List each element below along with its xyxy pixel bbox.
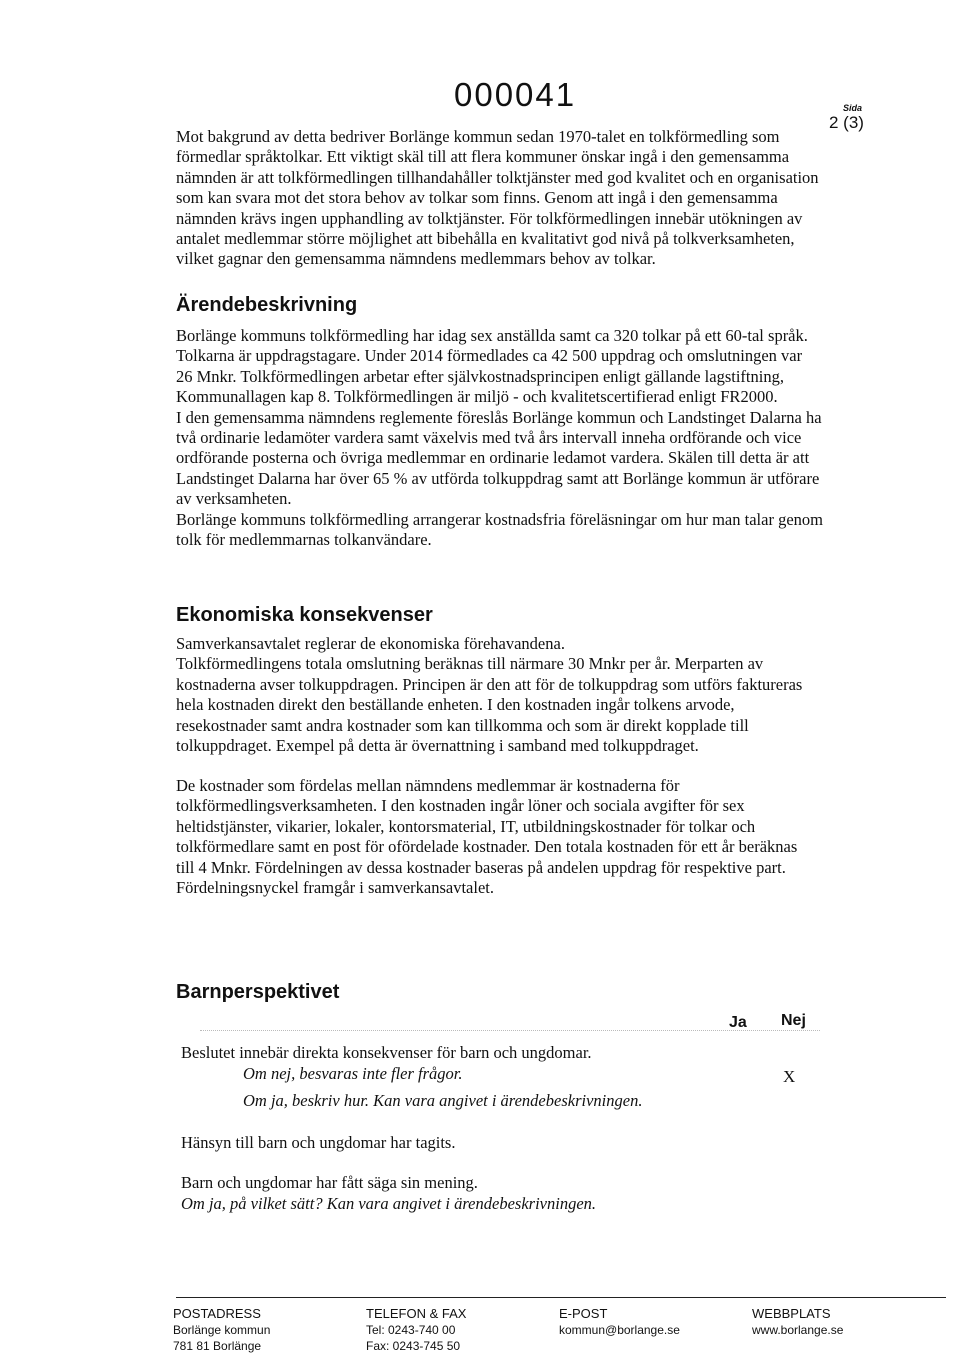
column-header-nej: Nej [781,1012,806,1029]
text-line: tolkförmedlingsverksamheten. I den kostnaden ingår löner och sociala avgifter för sex [176,796,745,816]
text-line: 26 Mnkr. Tolkförmedlingen arbetar efter självkostnadsprincipen enligt gällande lagstiftning, [176,366,784,386]
text-line: resekostnader samt andra kostnader som kan tillkomma och som är direkt kopplade till [176,715,749,735]
text-line: tolkuppdraget. Exempel på detta är övernattning i samband med tolkuppdraget. [176,736,699,756]
question-children-heard: Barn och ungdomar har fått säga sin mening. [181,1173,478,1192]
text-line: nämnden är att tolkförmedlingen tillhandahåller tolktjänster med god kvalitet och en organisation [176,167,819,187]
text-line: Fördelningsnyckel framgår i samverkansavtalet. [176,878,494,898]
text-line: vilket gagnar den gemensamma nämndens medlemmars behov av tolkar. [176,249,656,269]
document-number: 000041 [454,76,577,113]
instruction-if-yes: Om ja, beskriv hur. Kan vara angivet i ärendebeskrivningen. [243,1091,643,1110]
text-line: tolkförmedlare samt en post för ofördelade kostnader. Den totala kostnaden för ett år beräknas [176,837,798,857]
section-heading-barnperspektivet: Barnperspektivet [176,981,340,1003]
text-line: kostnaderna avser tolkuppdragen. Principen är den att för de tolkuppdrag som utförs faktureras [176,674,803,694]
text-line: I den gemensamma nämndens reglemente föreslås Borlänge kommun och Landstinget Dalarna ha [176,407,822,427]
footer-postal-address [173,1306,270,1354]
ekonomiska-paragraph-1 [176,634,876,756]
text-line: Mot bakgrund av detta bedriver Borlänge kommun sedan 1970-talet en tolkförmedling som [176,127,780,146]
text-line: Samverkansavtalet reglerar de ekonomiska förehavandena. [176,634,565,653]
page-number: 2 (3) [829,113,864,132]
text-line: heltidstjänster, vikarier, lokaler, kontorsmaterial, IT, utbildningskostnader för tolkar och [176,816,756,836]
text-line: Tolkarna är uppdragstagare. Under 2014 förmedlades ca 42 500 uppdrag och omslutningen var [176,346,803,366]
divider [200,1030,820,1031]
ekonomiska-paragraph-2 [176,776,876,898]
instruction-if-no: Om nej, besvaras inte fler frågor. [243,1064,463,1083]
footer-heading: POSTADRESS [173,1306,261,1321]
footer-heading: TELEFON & FAX [366,1306,467,1321]
page-label: Sida [843,103,863,113]
text-line: hela kostnaden direkt den beställande enheten. I den kostnaden ingår tolkens arvode, [176,695,735,715]
question-consideration: Hänsyn till barn och ungdomar har tagits. [181,1133,456,1152]
text-line: Landstinget Dalarna har över 65 % av utförda tolkuppdrag samt att Borlänge kommun är utförare [176,468,820,488]
text-line: antalet medlemmar större möjlighet att bibehålla en kvalitativt god nivå på tolkverksamheten, [176,229,795,249]
text-line: av verksamheten. [176,489,292,509]
text-line: Borlänge kommuns tolkförmedling har idag sex anställda samt ca 320 tolkar på ett 60-tal språk. [176,326,808,345]
footer-email-address: kommun@borlange.se [559,1323,680,1337]
intro-paragraph [176,127,876,270]
text-line: Borlänge kommuns tolkförmedling arrangerar kostnadsfria föreläsningar om hur man talar genom [176,509,823,529]
footer-email [559,1306,680,1338]
text-line: förmedlar språktolkar. Ett viktigt skäl till att flera kommuner önskar ingå i den gemensamma [176,147,790,167]
footer-heading: E-POST [559,1306,608,1321]
arendebeskrivning-paragraph [176,326,876,550]
footer-line: 781 81 Borlänge [173,1339,262,1353]
instruction-how: Om ja, på vilket sätt? Kan vara angivet i ärendebeskrivningen. [181,1194,597,1213]
footer-phone-fax [366,1306,466,1354]
text-line: två ordinarie ledamöter vardera samt växelvis med två års intervall inneha ordförande och vice [176,428,802,448]
footer-line: Tel: 0243-740 00 [366,1323,456,1337]
section-heading-arendebeskrivning: Ärendebeskrivning [176,294,358,316]
text-line: De kostnader som fördelas mellan nämndens medlemmar är kostnaderna för [176,776,680,795]
text-line: till 4 Mnkr. Fördelningen av dessa kostnader baseras på andelen uppdrag för respektive part. [176,857,786,877]
section-heading-ekonomiska-konsekvenser: Ekonomiska konsekvenser [176,604,433,626]
text-line: Tolkförmedlingens totala omslutning beräknas till närmare 30 Mnkr per år. Merparten av [176,654,764,674]
footer-divider [176,1297,946,1298]
footer-website [752,1306,843,1338]
question-direct-consequences: Beslutet innebär direkta konsekvenser för barn och ungdomar. [181,1043,592,1062]
footer-line: Borlänge kommun [173,1323,271,1337]
footer-heading: WEBBPLATS [752,1306,831,1321]
text-line: ordförande posterna och övriga medlemmar en ordinarie ledamot vardera. Skälen till detta är att [176,448,810,468]
column-header-ja: Ja [729,1014,747,1031]
text-line: Kommunallagen kap 8. Tolkförmedlingen är miljö - och kvalitetscertifierad enligt FR2000. [176,387,778,407]
text-line: tolk för medlemmarnas tolkanvändare. [176,530,432,550]
text-line: nämnden krävs ingen upphandling av tolktjänster. För tolkförmedlingen innebär utökningen av [176,208,803,228]
text-line: som kan svara mot det stora behov av tolkar som finns. Genom att ingå i den gemensamma [176,188,778,208]
answer-mark-nej: X [783,1067,796,1086]
footer-line: Fax: 0243-745 50 [366,1339,461,1353]
footer-website-url: www.borlange.se [752,1323,844,1337]
